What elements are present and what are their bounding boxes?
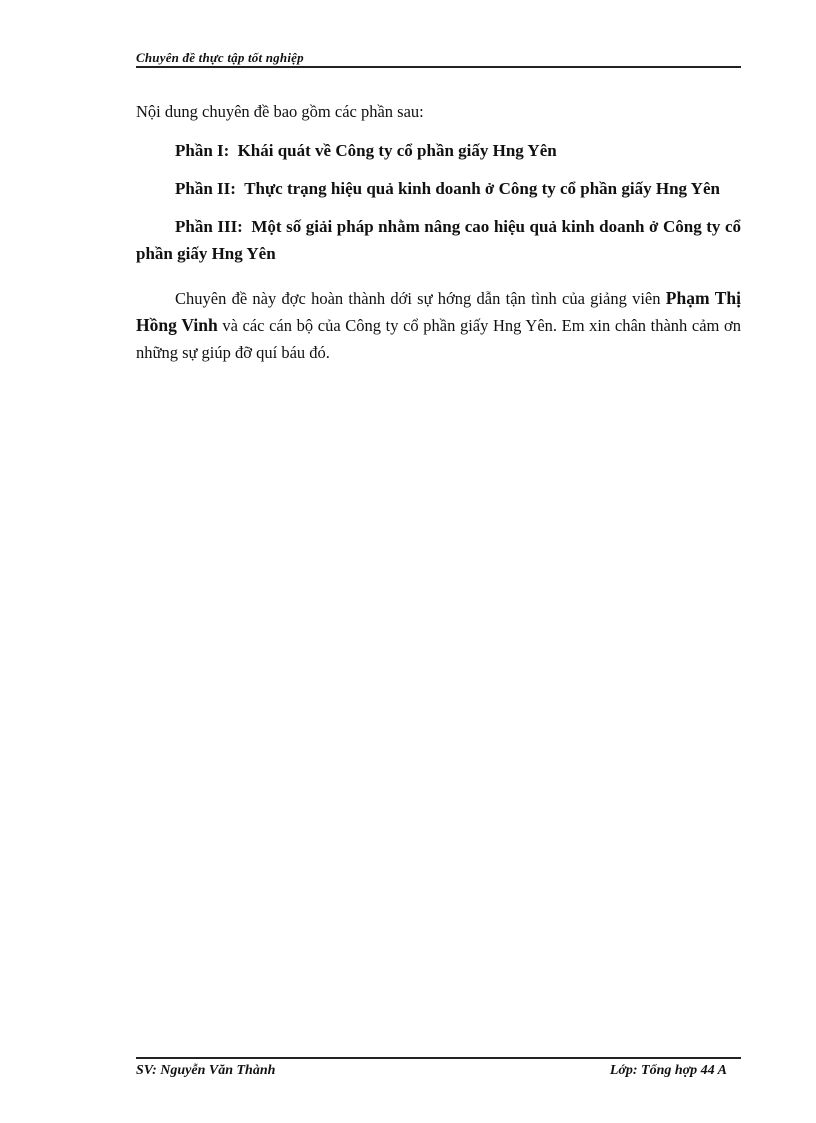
- part-2-title: Thực trạng hiệu quả kinh doanh ở Công ty cổ phần giấy Hng Yên: [244, 179, 720, 198]
- footer-class: Lớp: Tổng hợp 44 A: [609, 1063, 727, 1078]
- intro-text: Nội dung chuyên đề bao gồm các phần sau:: [136, 102, 424, 121]
- header-title: Chuyên đề thực tập tốt nghiệp: [136, 50, 304, 65]
- part-3-title: Một số giải pháp nhằm nâng cao hiệu quả kinh doanh ở Công ty cổ phần giấy Hng Yên: [136, 217, 741, 263]
- part-1-label: Phần I:: [175, 141, 230, 160]
- page-header: [136, 50, 741, 68]
- part-1: [136, 137, 741, 164]
- part-1-title: Khái quát về Công ty cổ phần giấy Hng Yên: [237, 141, 557, 160]
- page-footer: [136, 1057, 741, 1079]
- part-3: [136, 213, 741, 267]
- advisor-name: Phạm Thị Hồng Vinh: [136, 288, 741, 335]
- closing-text-after: và các cán bộ của Công ty cổ phần giấy Hng Yên. Em xin chân thành cảm ơn những sự giúp đỡ quí báu đó.: [136, 316, 741, 362]
- closing-paragraph: [136, 285, 741, 366]
- part-3-label: Phần III:: [175, 217, 243, 236]
- part-2: [136, 175, 741, 202]
- document-body: [136, 102, 741, 366]
- footer-author: SV: Nguyễn Văn Thành: [136, 1063, 276, 1078]
- part-2-label: Phần II:: [175, 179, 236, 198]
- closing-text-before: Chuyên đề này đợc hoàn thành dới sự hớng dẫn tận tình của giảng viên: [175, 289, 666, 308]
